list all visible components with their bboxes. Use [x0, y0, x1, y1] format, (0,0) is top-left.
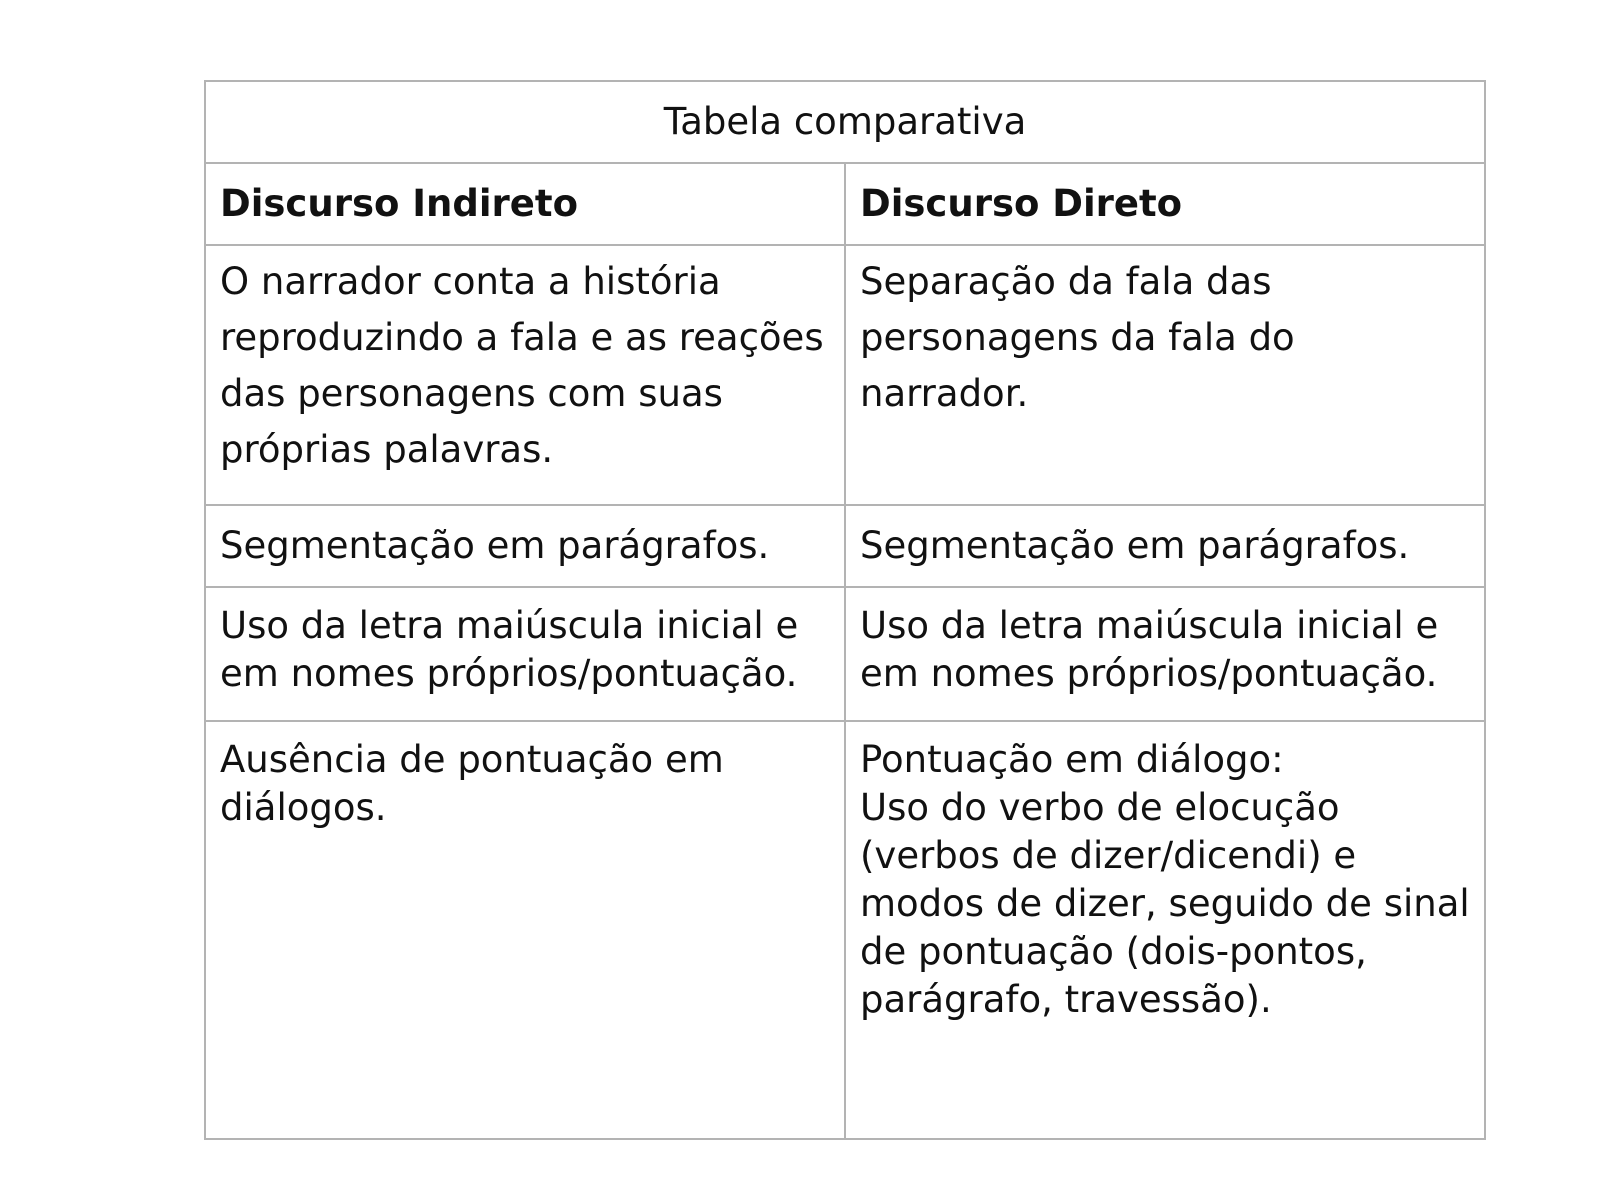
- cell-indireto: Segmentação em parágrafos.: [205, 505, 845, 587]
- cell-direto: Separação da fala das personagens da fala do narrador.: [845, 245, 1485, 505]
- table-row: [205, 721, 1485, 1139]
- table-row: [205, 245, 1485, 505]
- cell-direto: Uso da letra maiúscula inicial e em nomes próprios/pontuação.: [845, 587, 1485, 721]
- table-row: [205, 587, 1485, 721]
- cell-indireto: Ausência de pontuação em diálogos.: [205, 721, 845, 1139]
- cell-direto: Segmentação em parágrafos.: [845, 505, 1485, 587]
- comparison-table-container: [204, 80, 1486, 1140]
- header-discurso-direto: Discurso Direto: [845, 163, 1485, 245]
- table-row: [205, 505, 1485, 587]
- caption-row: [205, 81, 1485, 163]
- cell-indireto: O narrador conta a história reproduzindo a fala e as reações das personagens com suas próprias palavras.: [205, 245, 845, 505]
- header-row: [205, 163, 1485, 245]
- table-caption: Tabela comparativa: [205, 81, 1485, 163]
- comparison-table: [204, 80, 1486, 1140]
- cell-indireto: Uso da letra maiúscula inicial e em nomes próprios/pontuação.: [205, 587, 845, 721]
- cell-direto: [845, 721, 1485, 1139]
- cell-direto-line: Uso do verbo de elocução (verbos de dizer/dicendi) e modos de dizer, seguido de sinal de pontuação (dois-pontos, parágrafo, travessão).: [860, 786, 1470, 1021]
- header-discurso-indireto: Discurso Indireto: [205, 163, 845, 245]
- cell-direto-line: Pontuação em diálogo:: [860, 738, 1284, 781]
